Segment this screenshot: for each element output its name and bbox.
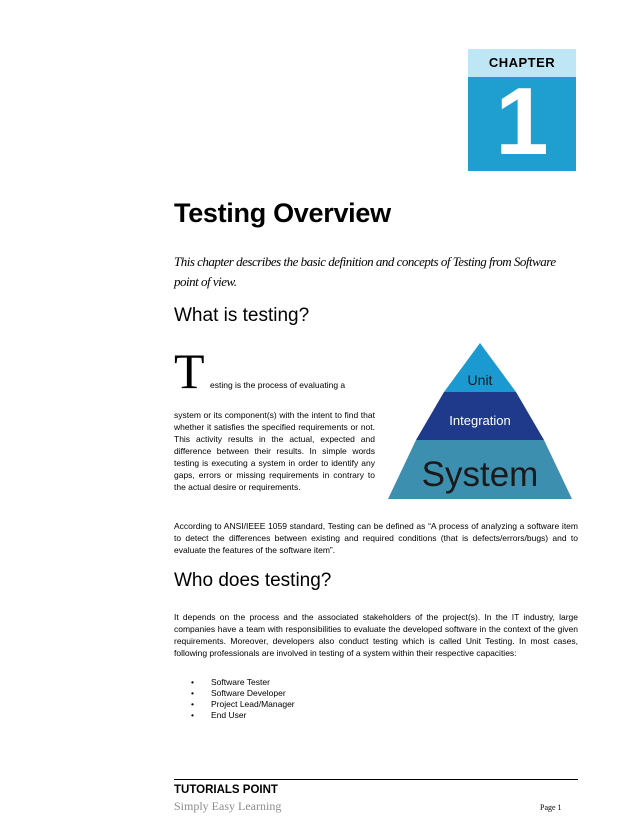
bullet-icon: •	[191, 699, 194, 709]
ansi-definition-paragraph: According to ANSI/IEEE 1059 standard, Testing can be defined as “A process of analyzing a software item to detect the differences between existing and required conditions (that is defects/errors/bugs) and to evaluate the features of the software item”.	[174, 521, 578, 555]
bullet-icon: •	[191, 688, 194, 698]
chapter-number: 1	[495, 68, 549, 175]
drop-cap-continuation: esting is the process of evaluating a	[210, 380, 346, 390]
bullet-icon: •	[191, 677, 194, 687]
pyramid-label-unit: Unit	[467, 372, 493, 388]
drop-cap: T	[174, 343, 205, 399]
footer-brand: TUTORIALS POINT	[174, 784, 278, 796]
testing-pyramid-diagram	[385, 343, 575, 503]
who-does-testing-paragraph: It depends on the process and the associated stakeholders of the project(s). In the IT industry, large companies have a team with responsibilities to evaluate the developed software in the context of the given requirements. Moreover, developers also conduct testing which is called Unit Testing. In most cases, following professionals are involved in testing of a system within their respective capacities:	[174, 612, 578, 658]
page-title: Testing Overview	[174, 198, 391, 228]
bullet-icon: •	[191, 710, 194, 720]
list-item: • Software Developer	[191, 688, 286, 698]
list-item: • Software Tester	[191, 677, 270, 687]
chapter-label: CHAPTER	[468, 49, 576, 77]
footer-tagline: Simply Easy Learning	[174, 799, 282, 813]
tester-roles-list	[174, 677, 474, 721]
page-number: Page 1	[540, 803, 562, 812]
chapter-intro: This chapter describes the basic definition and concepts of Testing from Software point of view.	[174, 254, 556, 289]
list-item: • Project Lead/Manager	[191, 699, 295, 709]
testing-definition-paragraph: system or its component(s) with the intent to find that whether it satisfies the specified requirements or not. This activity results in the actual, expected and difference between their results. In simple words testing is executing a system in order to identify any gaps, errors or missing requirements in contrary to the actual desire or requirements.	[174, 410, 375, 492]
footer-divider	[174, 779, 578, 780]
pyramid-label-system: System	[421, 455, 539, 494]
pyramid-label-integration: Integration	[449, 413, 511, 428]
section-heading-who-does-testing: Who does testing?	[174, 570, 332, 591]
list-item: • End User	[191, 710, 247, 720]
section-heading-what-is-testing: What is testing?	[174, 305, 310, 326]
